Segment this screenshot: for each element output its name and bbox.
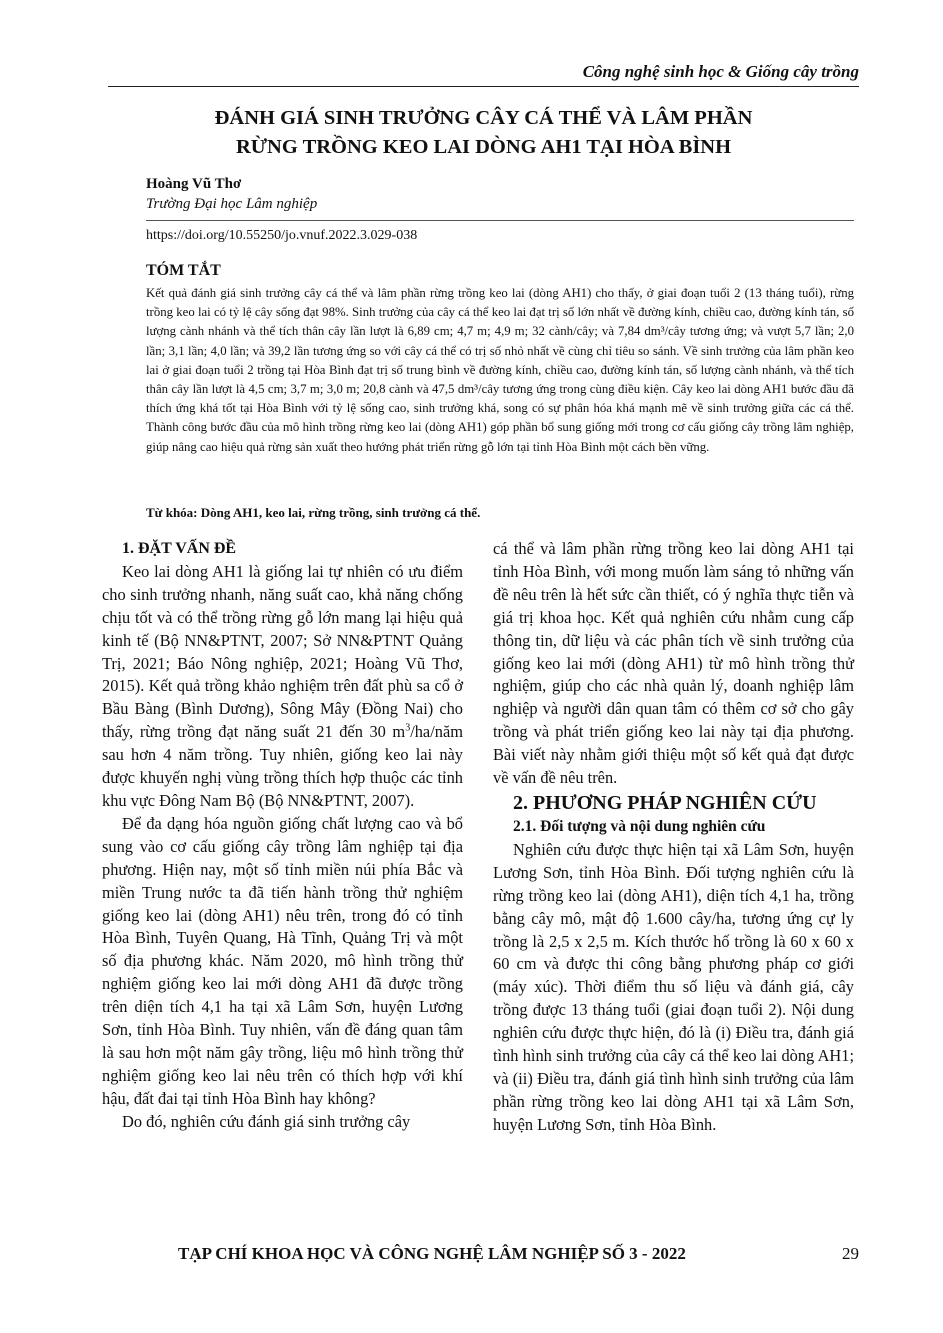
section-1-paragraph-3-continued: cá thể và lâm phần rừng trồng keo lai dòng AH1 tại tỉnh Hòa Bình, với mong muốn làm sáng tỏ những vấn đề nêu trên là hết sức cần thiết, có ý nghĩa thực tiễn và giá trị khoa học. Kết quả nghiên cứu nhằm cung cấp thông tin, dữ liệu và các phân tích về sinh trưởng của giống keo lai mới (dòng AH1) từ mô hình trồng thử nghiệm, giúp cho các nhà quản lý, doanh nghiệp lâm nghiệp và người dân quan tâm có thêm cơ sở cho gây trồng và phát triển giống keo lai này tại địa phương. Bài viết này nhằm giới thiệu một số kết quả đạt được về vấn đề nêu trên.: [493, 539, 854, 788]
section-2-1-paragraph-1: Nghiên cứu được thực hiện tại xã Lâm Sơn, huyện Lương Sơn, tỉnh Hòa Bình. Đối tượng nghiên cứu là rừng trồng keo lai (dòng AH1), diện tích 4,1 ha, trồng bằng cây mô, mật độ 1.600 cây/ha, tương ứng cự ly trồng là 2,5 x 2,5 m. Kích thước hố trồng là 60 x 60 x 60 cm và được thi công bằng phương pháp cơ giới (máy xúc). Thời điểm thu số liệu và đánh giá, cây trồng được 13 tháng tuổi (giai đoạn tuổi 2). Nội dung nghiên cứu được thực hiện, đó là (i) Điều tra, đánh giá tình hình sinh trưởng của cây cá thể keo lai dòng AH1; và (ii) Điều tra, đánh giá tình hình sinh trưởng của lâm phần rừng trồng keo lai dòng AH1 tại xã Lâm Sơn, huyện Lương Sơn, tỉnh Hòa Bình.: [493, 839, 854, 1134]
doi-link[interactable]: https://doi.org/10.55250/jo.vnuf.2022.3.029-038: [146, 228, 418, 243]
footer-journal-name: TẠP CHÍ KHOA HỌC VÀ CÔNG NGHỆ LÂM NGHIỆP SỐ 3 - 2022: [178, 1244, 686, 1263]
title-line-2: RỪNG TRỒNG KEO LAI DÒNG AH1 TẠI HÒA BÌNH: [235, 136, 732, 158]
section-1-paragraph-3-start: Do đó, nghiên cứu đánh giá sinh trưởng cây: [122, 1111, 411, 1131]
page-footer: [108, 1244, 859, 1268]
section-1-paragraph-2: Để đa dạng hóa nguồn giống chất lượng cao và bổ sung vào cơ cấu giống cây trồng lâm nghiệp tại địa phương. Hiện nay, một số tỉnh miền núi phía Bắc và miền Trung nước ta đã tiến hành trồng thử nghiệm giống keo lai (dòng AH1) nêu trên, trong đó có tỉnh Hòa Bình, Tuyên Quang, Hà Tĩnh, Quảng Trị và một số địa phương khác. Năm 2020, mô hình trồng thử nghiệm giống keo lai mới dòng AH1 đã được trồng trên diện tích 4,1 ha tại xã Lâm Sơn, huyện Lương Sơn, tỉnh Hòa Bình. Tuy nhiên, vấn đề đáng quan tâm là sau hơn một năm gây trồng, liệu mô hình trồng thử nghiệm giống keo lai nêu trên có thích hợp với khí hậu, đất đai tại tỉnh Hòa Bình hay không?: [102, 813, 463, 1108]
affiliation-rule: [146, 220, 854, 221]
section-2-1-heading: 2.1. Đối tượng và nội dung nghiên cứu: [513, 817, 766, 835]
column-left: [102, 538, 463, 1134]
author-name: Hoàng Vũ Thơ: [146, 176, 242, 192]
section-1-paragraph-1: [102, 561, 463, 813]
author-affiliation: Trường Đại học Lâm nghiệp: [146, 196, 318, 212]
keywords: Từ khóa: Dòng AH1, keo lai, rừng trồng, sinh trưởng cá thể.: [146, 505, 481, 520]
column-right: [493, 538, 854, 1137]
section-1-heading: 1. ĐẶT VẤN ĐỀ: [122, 540, 237, 557]
section-1-paragraph-1-part-a: Keo lai dòng AH1 là giống lai tự nhiên có ưu điểm cho sinh trưởng nhanh, năng suất cao, khả năng chống chịu tốt và có thể trồng rừng gỗ lớn mang lại hiệu quả kinh tế (Bộ NN&PTNT, 2007; Sở NN&PTNT Quảng Trị, 2021; Báo Nông nghiệp, 2021; Hoàng Vũ Thơ, 2015). Kết quả trồng khảo nghiệm trên đất phù sa cổ ở Bầu Bàng (Bình Dương), Sông Mây (Đồng Nai) cho thấy, rừng trồng đạt năng suất 21 đến 30 m: [102, 561, 463, 742]
header-rule: [108, 86, 859, 87]
abstract-heading: TÓM TẮT: [146, 262, 221, 279]
section-1-paragraph-1-part-b: /ha/năm sau hơn 4 năm trồng. Tuy nhiên, giống keo lai này được khuyến nghị vùng trồng thích hợp thuộc các tỉnh khu vực Đông Nam Bộ (Bộ NN&PTNT, 2007).: [102, 722, 463, 810]
paper-title: [108, 104, 859, 162]
section-2-heading: 2. PHƯƠNG PHÁP NGHIÊN CỨU: [513, 791, 817, 814]
running-header: Công nghệ sinh học & Giống cây trồng: [582, 62, 859, 81]
abstract-text: Kết quả đánh giá sinh trưởng cây cá thể và lâm phần rừng trồng keo lai (dòng AH1) cho thấy, ở giai đoạn tuổi 2 (13 tháng tuổi), rừng trồng keo lai có tỷ lệ cây sống đạt 98%. Sinh trưởng của cây cá thể keo lai đạt trị số lớn nhất về đường kính, chiều cao, đường kính tán, số lượng cành nhánh và thể tích thân cây lần lượt là 6,89 cm; 4,7 m; 4,9 m; 32 cành/cây; và 7,84 dm³/cây tương ứng; và vượt 5,7 lần; 2,0 lần; 3,1 lần; 4,0 lần; và 39,2 lần tương ứng so với cây cá thể có trị số nhỏ nhất về cùng chỉ tiêu so sánh. Về sinh trưởng của lâm phần keo lai ở giai đoạn tuổi 2 trồng tại Hòa Bình đạt trị số trung bình về đường kính, chiều cao, đường kính tán, số lượng cành nhánh, và thể tích thân cây lần lượt là 4,5 cm; 3,7 m; 3,0 m; 20,8 cành và 47,5 dm³/cây tương ứng trong cùng điều kiện. Cây keo lai dòng AH1 bước đầu đã thích ứng khá tốt tại Hòa Bình với tỷ lệ sống cao, sinh trưởng khá, song có sự phân hóa khá mạnh mẽ về sinh trưởng giữa các cá thể. Thành công bước đầu của mô hình trồng rừng keo lai (dòng AH1) góp phần bổ sung giống mới trong cơ cấu giống cây trồng lâm nghiệp, giúp nâng cao hiệu quả rừng sản xuất theo hướng phát triển rừng gỗ lớn tại tỉnh Hòa Bình một cách bền vững.: [146, 286, 854, 454]
page-number: 29: [842, 1244, 859, 1263]
title-line-1: ĐÁNH GIÁ SINH TRƯỞNG CÂY CÁ THỂ VÀ LÂM PHẦN: [214, 107, 753, 129]
superscript-3: 3: [405, 722, 411, 734]
